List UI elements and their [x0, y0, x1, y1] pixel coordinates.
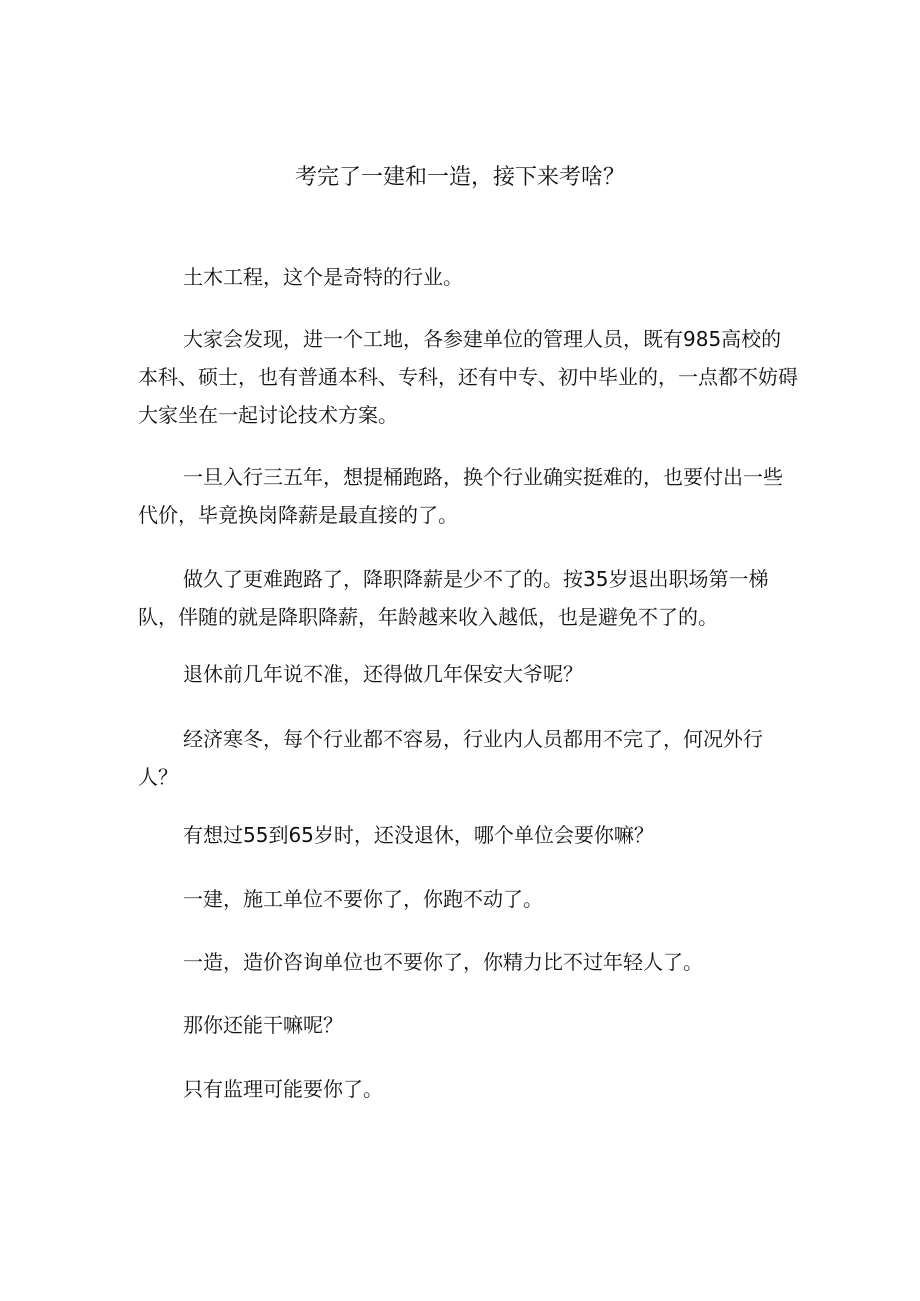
- paragraph-10: 那你还能干嘛呢？: [183, 1013, 343, 1037]
- paragraph-2: 大家会发现，进一个工地，各参建单位的管理人员，既有985高校的本科、硕士，也有普通本科、专科，还有中专、初中毕业的，一点都不妨碍大家坐在一起讨论技术方案。: [138, 327, 798, 427]
- paragraph-8: 一建，施工单位不要你了，你跑不动了。: [183, 887, 543, 911]
- paragraph-11: 只有监理可能要你了。: [183, 1077, 383, 1101]
- paragraph-1: 土木工程，这个是奇特的行业。: [183, 265, 463, 289]
- paragraph-7: 有想过55到65岁时，还没退休，哪个单位会要你嘛？: [183, 823, 654, 847]
- paragraph-5: 退休前几年说不准，还得做几年保安大爷呢？: [183, 662, 583, 686]
- paragraph-9: 一造，造价咨询单位也不要你了，你精力比不过年轻人了。: [183, 950, 703, 974]
- paragraph-3: 一旦入行三五年，想提桶跑路，换个行业确实挺难的，也要付出一些代价，毕竟换岗降薪是最直接的了。: [138, 465, 783, 527]
- paragraph-6: 经济寒冬，每个行业都不容易，行业内人员都用不完了，何况外行人？: [138, 727, 763, 789]
- paragraph-4: 做久了更难跑路了，降职降薪是少不了的。按35岁退出职场第一梯队，伴随的就是降职降薪，年龄越来收入越低，也是避免不了的。: [138, 567, 769, 629]
- document-title: 考完了一建和一造，接下来考啥？: [294, 165, 625, 190]
